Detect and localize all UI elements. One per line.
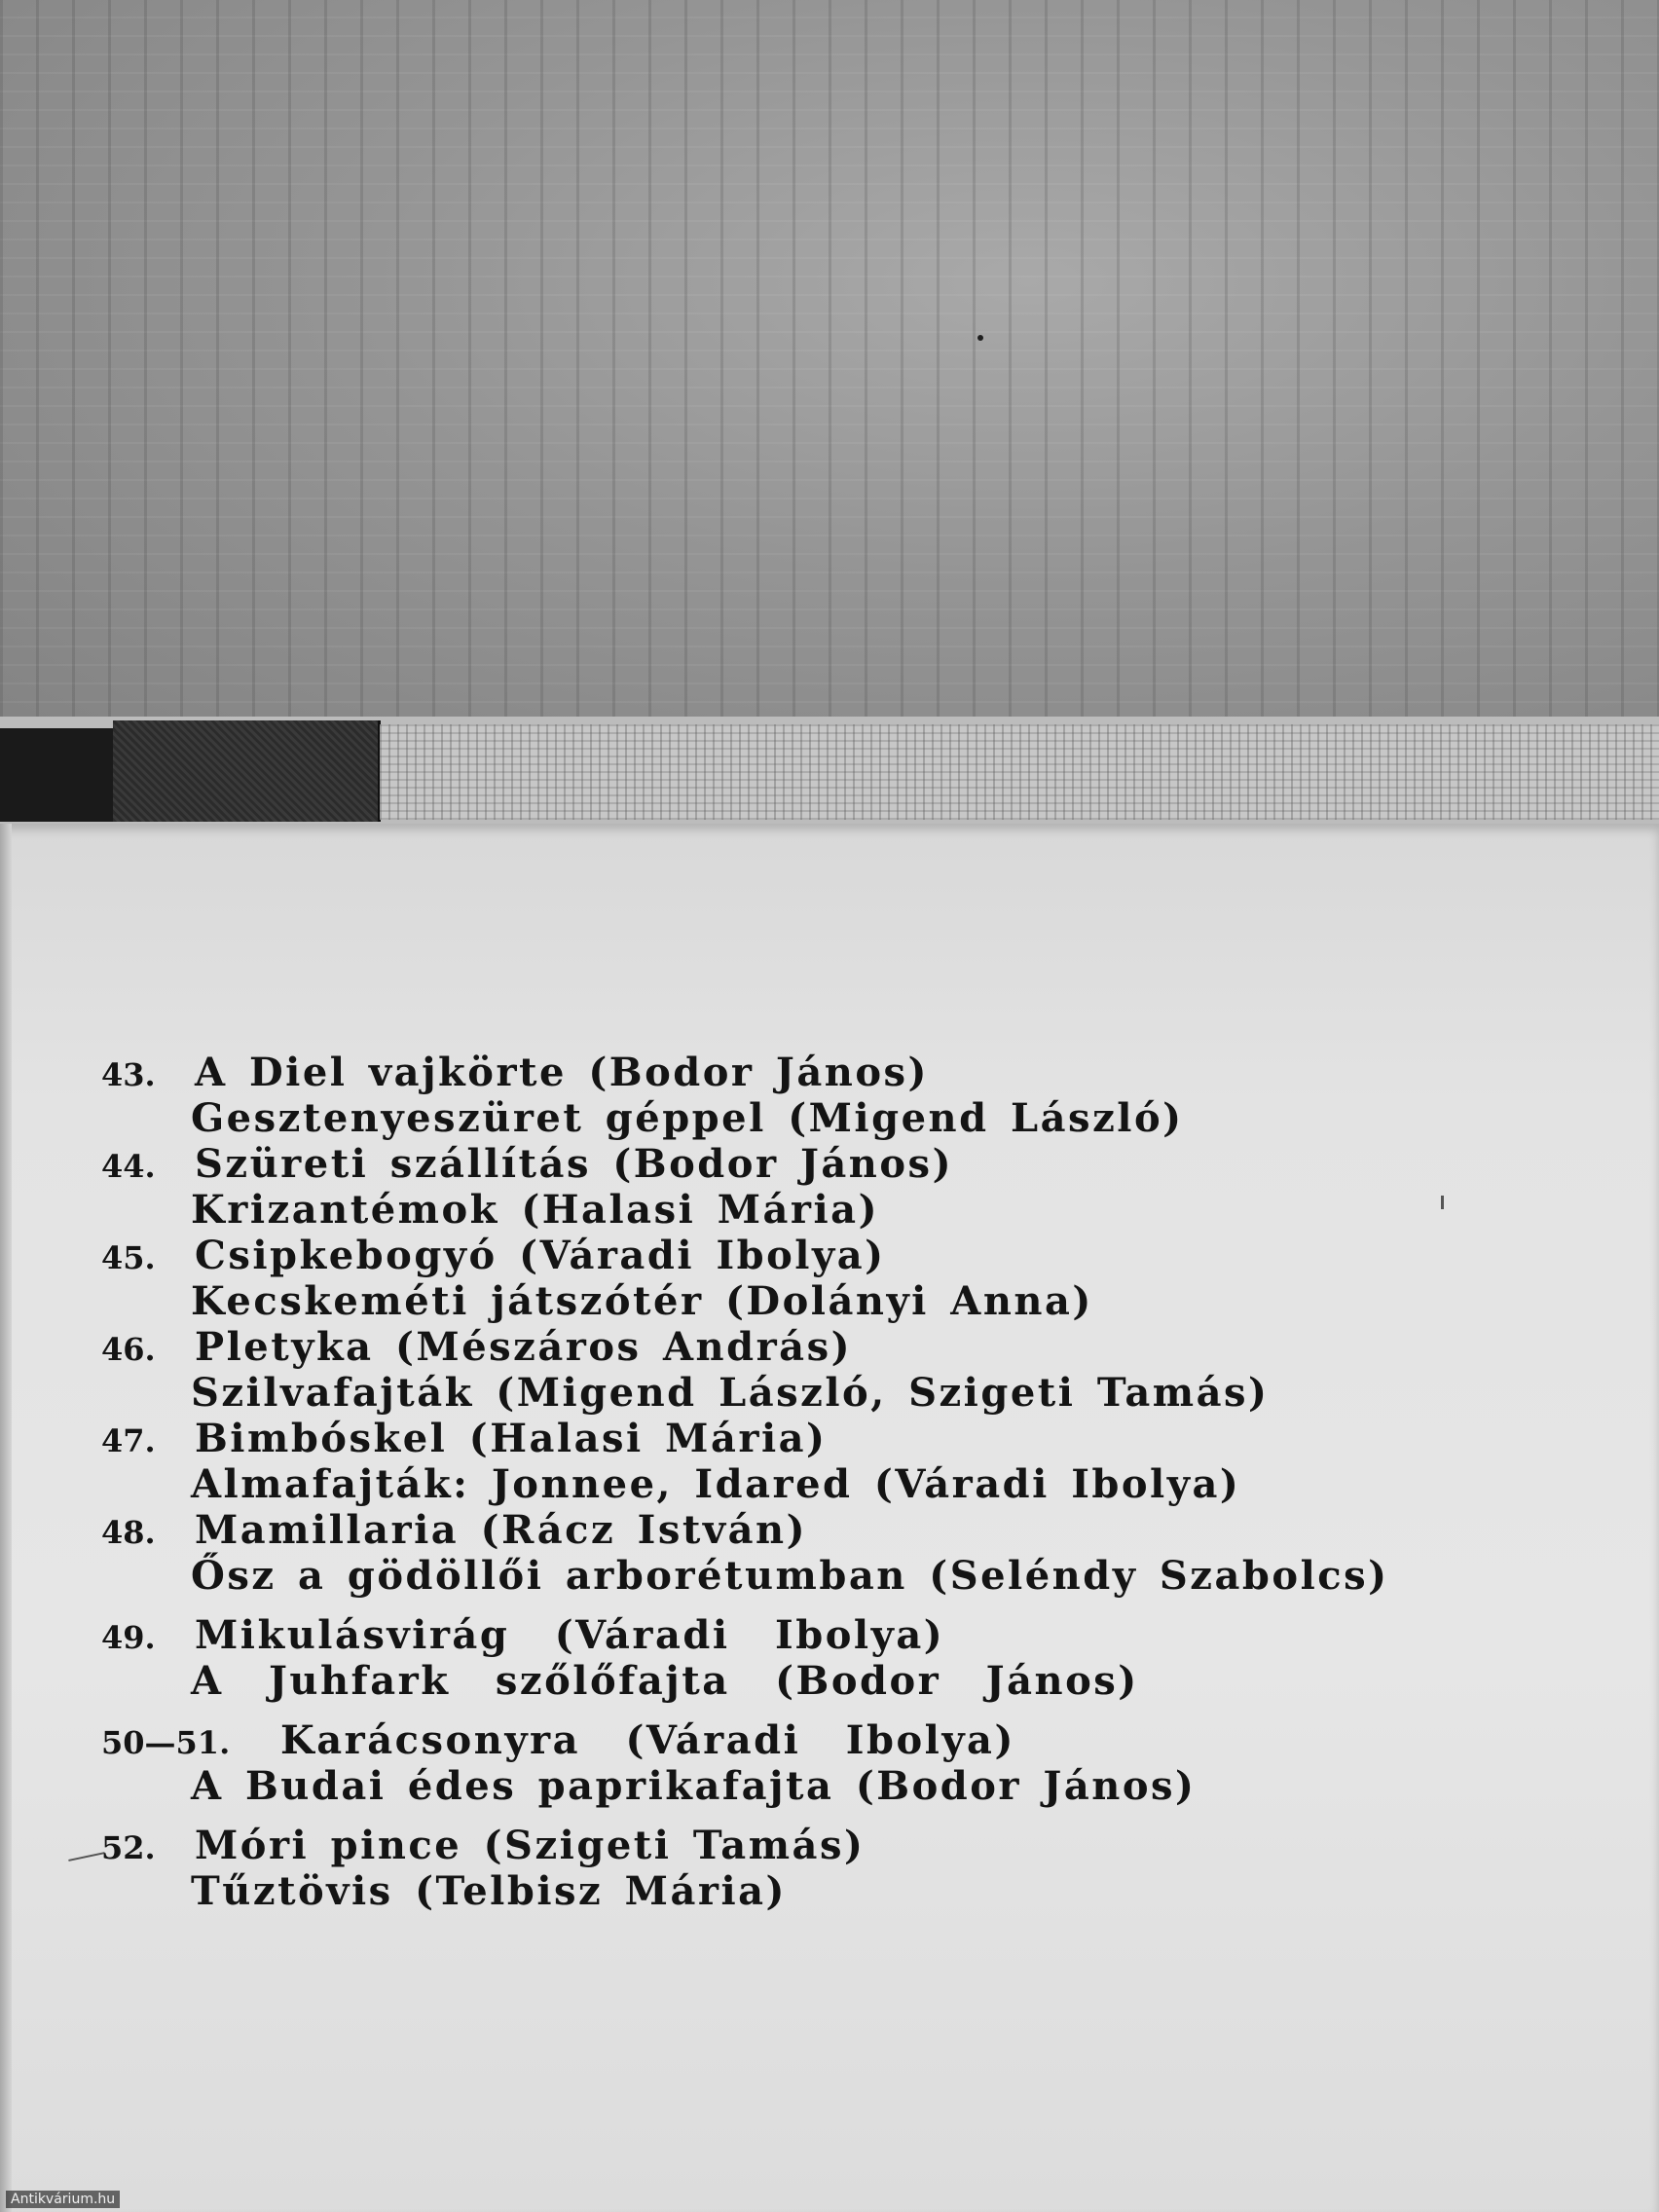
toc-entry-title: Móri pince (Szigeti Tamás): [195, 1823, 866, 1868]
toc-entry-line-1: [101, 1507, 1640, 1553]
toc-entry: [101, 1823, 1640, 1914]
toc-entry-title: Gesztenyeszüret géppel (Migend László): [191, 1095, 1184, 1141]
toc-entry-line-2: [101, 1763, 1640, 1809]
toc-entry-number: 43.: [101, 1056, 156, 1093]
toc-entry-line-2: [101, 1370, 1640, 1416]
toc-entry: [101, 1507, 1640, 1599]
toc-entry-line-2: [101, 1461, 1640, 1507]
toc-entry-line-2: [101, 1553, 1640, 1599]
toc-entry-title: A Budai édes paprikafajta (Bodor János): [191, 1763, 1197, 1809]
toc-entry-line-1: [101, 1823, 1640, 1868]
toc-entry: [101, 1717, 1640, 1809]
toc-entry-line-1: [101, 1416, 1640, 1461]
toc-entry-line-1: [101, 1233, 1640, 1278]
toc-entry-line-1: [101, 1717, 1640, 1763]
toc-entry-title: Bimbóskel (Halasi Mária): [195, 1416, 828, 1461]
toc-entry-title: Ősz a gödöllői arborétumban (Seléndy Szabolcs): [191, 1553, 1389, 1599]
toc-entry-line-1: [101, 1050, 1640, 1095]
toc-entry: [101, 1612, 1640, 1704]
toc-entry-line-1: [101, 1141, 1640, 1187]
toc-entry-line-2: [101, 1868, 1640, 1914]
background-texture: [0, 0, 1659, 740]
toc-entry-number: 49.: [101, 1619, 156, 1656]
toc-entry-line-2: [101, 1278, 1640, 1324]
toc-entry-title: Tűztövis (Telbisz Mária): [191, 1868, 787, 1914]
toc-entry-title: Csipkebogyó (Váradi Ibolya): [195, 1233, 886, 1278]
toc-entry-line-1: [101, 1324, 1640, 1370]
book-spine-leather: [113, 720, 381, 822]
toc-entry-title: Pletyka (Mészáros András): [195, 1324, 853, 1370]
toc-entry-line-2: [101, 1187, 1640, 1233]
toc-entry-number: 52.: [101, 1829, 156, 1866]
toc-entry: [101, 1324, 1640, 1416]
toc-entry-number: 50—51.: [101, 1724, 231, 1761]
toc-entry-title: A Diel vajkörte (Bodor János): [195, 1050, 929, 1095]
toc-entry: [101, 1050, 1640, 1141]
toc-entry-title: Karácsonyra (Váradi Ibolya): [280, 1717, 1015, 1763]
toc-entry-title: Kecskeméti játszótér (Dolányi Anna): [191, 1278, 1093, 1324]
toc-entry-line-1: [101, 1612, 1640, 1658]
toc-entry-title: Mikulásvirág (Váradi Ibolya): [195, 1612, 945, 1658]
book-spine-shadow: [0, 728, 117, 822]
toc-entry-number: 45.: [101, 1239, 156, 1276]
background-speck: [977, 335, 983, 341]
toc-entry-number: 47.: [101, 1422, 156, 1459]
toc-entry: [101, 1416, 1640, 1507]
toc-entry: [101, 1233, 1640, 1324]
watermark-label: Antikvárium.hu: [6, 2191, 120, 2208]
toc-entry-title: A Juhfark szőlőfajta (Bodor János): [191, 1658, 1139, 1704]
toc-entry-number: 48.: [101, 1514, 156, 1551]
toc-entry-title: Almafajták: Jonnee, Idared (Váradi Ibolya): [191, 1461, 1241, 1507]
toc-entry-line-2: [101, 1658, 1640, 1704]
toc-entry-number: 46.: [101, 1331, 156, 1368]
toc-entry-line-2: [101, 1095, 1640, 1141]
toc-entry-title: Szüreti szállítás (Bodor János): [195, 1141, 953, 1187]
table-of-contents: [101, 1050, 1640, 1914]
toc-entry-title: Szilvafajták (Migend László, Szigeti Tamás): [191, 1370, 1270, 1416]
page-edge-shadow: [0, 824, 12, 2212]
book-spine-cloth: [380, 724, 1659, 820]
toc-entry-title: Krizantémok (Halasi Mária): [191, 1187, 880, 1233]
toc-entry-title: Mamillaria (Rácz István): [195, 1507, 808, 1553]
toc-entry: [101, 1141, 1640, 1233]
toc-entry-number: 44.: [101, 1148, 156, 1185]
